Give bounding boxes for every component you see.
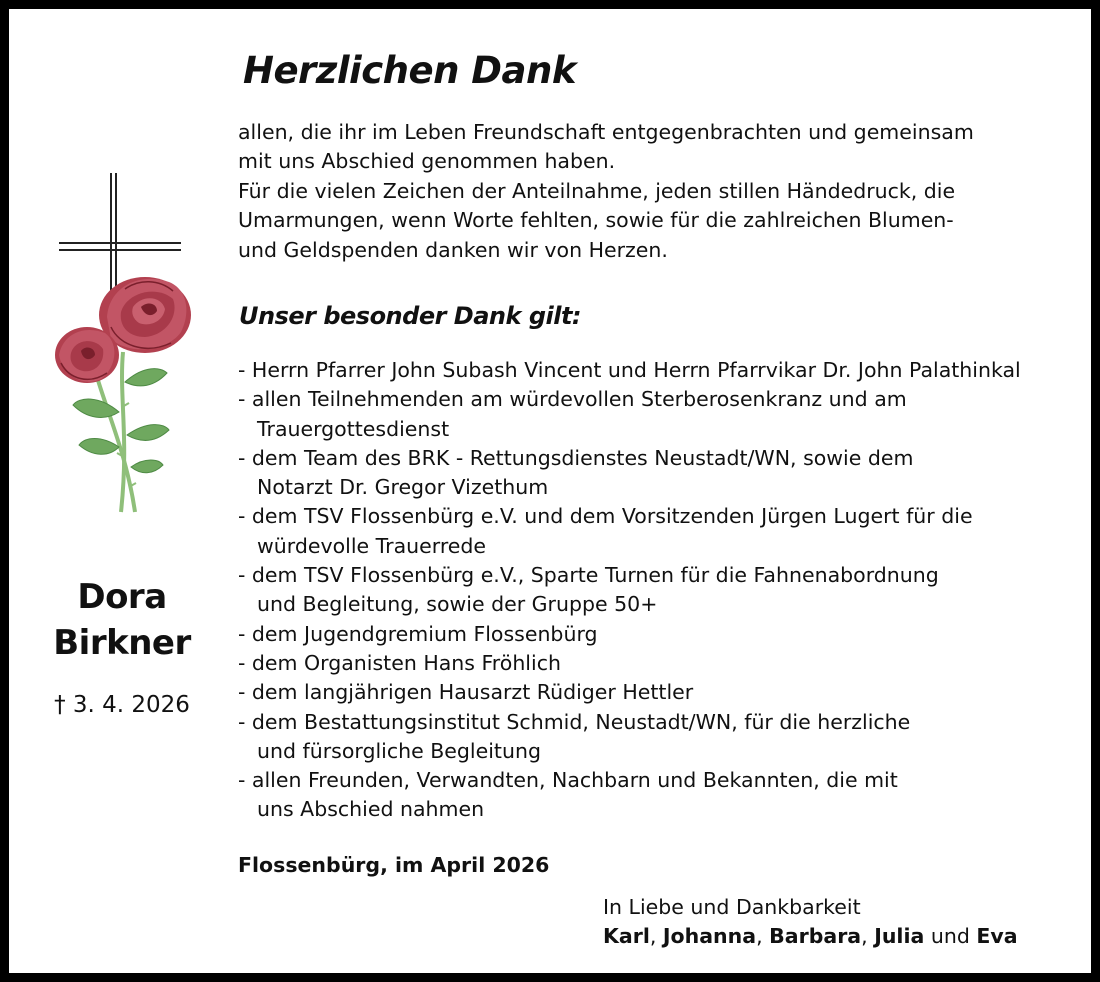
thanks-line: - dem Team des BRK - Rettungsdienstes Neustadt/WN, sowie dem — [238, 445, 914, 470]
deceased-last-name: Birkner — [53, 623, 191, 663]
signer-name: Eva — [976, 924, 1018, 948]
thanks-line: - dem Bestattungsinstitut Schmid, Neustadt/WN, für die herzliche — [238, 709, 911, 734]
intro-text — [238, 118, 1068, 265]
thanks-line: - allen Freunden, Verwandten, Nachbarn und Bekannten, die mit — [238, 768, 898, 793]
intro-line: Umarmungen, wenn Worte fehlten, sowie für die zahlreichen Blumen- — [238, 208, 954, 233]
intro-line: allen, die ihr im Leben Freundschaft entgegenbrachten und gemeinsam — [238, 120, 974, 144]
signer-separator: und — [924, 924, 977, 948]
thanks-list — [238, 356, 1078, 825]
signers — [603, 922, 1018, 951]
death-date: † 3. 4. 2026 — [54, 692, 190, 718]
thanks-line: - dem Jugendgremium Flossenbürg — [238, 621, 598, 646]
thanks-line: - dem Organisten Hans Fröhlich — [238, 650, 561, 675]
signer-name: Julia — [874, 924, 925, 948]
deceased-name — [37, 574, 207, 666]
deceased-block — [37, 574, 207, 718]
thanks-line: uns Abschied nahmen — [257, 797, 485, 822]
closing-line: In Liebe und Dankbarkeit — [603, 895, 861, 919]
thanks-line: - dem TSV Flossenbürg e.V. und dem Vorsitzenden Jürgen Lugert für die — [238, 504, 973, 529]
deceased-first-name: Dora — [77, 577, 167, 617]
intro-line: und Geldspenden danken wir von Herzen. — [238, 237, 668, 262]
thanks-line: Notarzt Dr. Gregor Vizethum — [257, 475, 549, 500]
signer-name: Karl — [603, 924, 650, 948]
thanks-line: Trauergottesdienst — [257, 416, 450, 441]
cross-roses-illustration — [49, 167, 199, 522]
thanks-line: - allen Teilnehmenden am würdevollen Sterberosenkranz und am — [238, 387, 907, 412]
signer-name: Johanna — [662, 924, 757, 948]
thanks-line: würdevolle Trauerrede — [257, 533, 487, 558]
signer-name: Barbara — [769, 924, 862, 948]
thanks-line: - dem langjährigen Hausarzt Rüdiger Hettler — [238, 680, 694, 705]
intro-line: mit uns Abschied genommen haben. — [238, 149, 616, 174]
thanks-line: und fürsorgliche Begleitung — [257, 738, 541, 763]
thanks-line: - dem TSV Flossenbürg e.V., Sparte Turnen für die Fahnenabordnung — [238, 563, 939, 588]
subheading: Unser besonder Dank gilt: — [239, 302, 582, 330]
thanks-line: und Begleitung, sowie der Gruppe 50+ — [257, 592, 658, 617]
signer-separator: , — [649, 924, 663, 948]
place-date: Flossenbürg, im April 2026 — [238, 853, 550, 877]
thanks-line: - Herrn Pfarrer John Subash Vincent und Herrn Pfarrvikar Dr. John Palathinkal — [238, 358, 1021, 382]
intro-line: Für die vielen Zeichen der Anteilnahme, jeden stillen Händedruck, die — [238, 178, 956, 203]
signer-separator: , — [756, 924, 770, 948]
closing-block — [603, 893, 1018, 951]
title: Herzlichen Dank — [243, 49, 576, 92]
signer-separator: , — [861, 924, 875, 948]
roses-icon — [55, 277, 191, 512]
